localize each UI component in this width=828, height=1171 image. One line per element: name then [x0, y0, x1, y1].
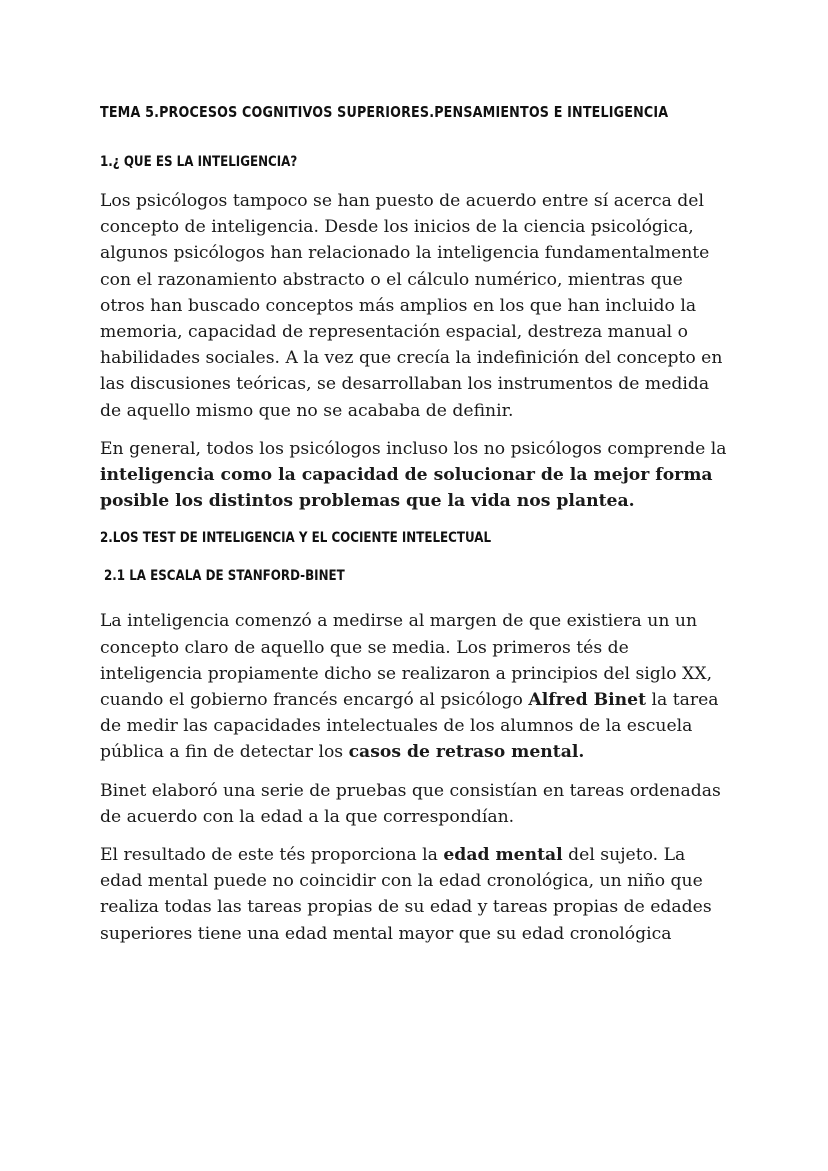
bold-retraso-mental: casos de retraso mental. — [348, 742, 585, 763]
bold-edad-mental: edad mental — [443, 845, 563, 866]
section-heading-test: 2.LOS TEST DE INTELIGENCIA Y EL COCIENTE INTELECTUAL — [100, 530, 492, 547]
paragraph-text: La inteligencia comenzó a medirse al margen de que existiera un un concepto claro de aquello que se media. Los primeros tés de inteligencia propiamente dicho se realizaron a principios del siglo XX, cuando el gobierno francés encargó al psicólogo — [100, 611, 713, 711]
bold-definition: inteligencia como la capacidad de solucionar de la mejor forma posible los distintos problemas que la vida nos plantea. — [100, 465, 713, 512]
paragraph-binet-history — [100, 608, 732, 765]
bold-alfred-binet: Alfred Binet — [528, 690, 647, 711]
page-title: TEMA 5.PROCESOS COGNITIVOS SUPERIORES.PENSAMIENTOS E INTELIGENCIA — [100, 103, 669, 121]
paragraph-general — [100, 436, 732, 515]
section-heading-inteligencia: 1.¿ QUE ES LA INTELIGENCIA? — [100, 154, 298, 170]
paragraph-definicion — [100, 188, 732, 424]
paragraph-binet-pruebas — [100, 778, 732, 830]
paragraph-text: del sujeto. La edad mental puede no coincidir con la edad cronológica, un niño que realiza todas las tareas propias de su edad y tareas propias de edades superiores tiene una edad mental mayor que su edad cronológica — [100, 845, 712, 944]
paragraph-edad-mental — [100, 842, 732, 947]
paragraph-text: En general, todos los psicólogos incluso los no psicólogos comprende la — [100, 438, 727, 459]
document-body — [100, 100, 732, 959]
paragraph-text: Binet elaboró una serie de pruebas que consistían en tareas ordenadas de acuerdo con la edad a la que correspondían. — [100, 780, 721, 827]
paragraph-text: El resultado de este tés proporciona la — [100, 845, 444, 866]
subsection-heading-stanford-binet: 2.1 LA ESCALA DE STANFORD-BINET — [104, 568, 345, 585]
paragraph-text: Los psicólogos tampoco se han puesto de acuerdo entre sí acerca del concepto de inteligencia. Desde los inicios de la ciencia psicológica, algunos psicólogos han relacionado la inteligencia fundamentalmente con el razonamiento abstracto o el cálculo numérico, mientras que otros han buscado conceptos más amplios en los que han incluido la memoria, capacidad de representación espacial, destreza manual o habilidades sociales. A la vez que crecía la indefinición del concepto en las discusiones teóricas, se desarrollaban los instrumentos de medida de aquello mismo que no se acababa de definir. — [100, 191, 723, 421]
paragraph-text: la tarea de medir las capacidades intelectuales de los alumnos de la escuela pública a fin de detectar los — [100, 690, 719, 763]
